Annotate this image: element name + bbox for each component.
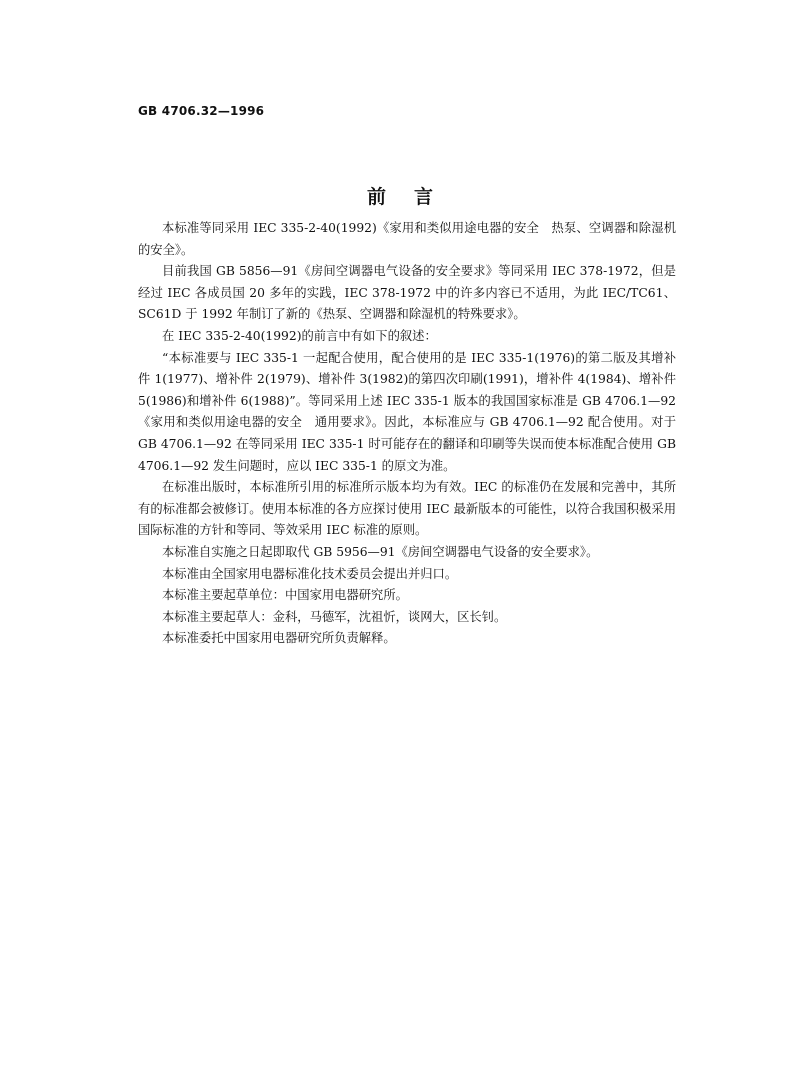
paragraph-8: 本标准主要起草单位：中国家用电器研究所。 [162, 588, 408, 603]
paragraph-9: 本标准主要起草人：金科，马德军，沈祖忻，谈网大，区长钊。 [162, 609, 507, 624]
paragraph-2: 目前我国 GB 5856—91《房间空调器电气设备的安全要求》等同采用 IEC 378-1972，但是经过 IEC 各成员国 20 多年的实践，IEC 378-1972 中的许多内容已不适用，为此 IEC/TC61、SC61D 于 1992 年制订了新的《热泵、空调器和除湿机的特殊要求》。 [138, 264, 676, 322]
paragraph-4: “本标准要与 IEC 335-1 一起配合使用，配合使用的是 IEC 335-1(1976)的第二版及其增补件 1(1977)、增补件 2(1979)、增补件 3(1982)的第四次印刷(1991)，增补件 4(1984)、增补件 5(1986)和增补件 6(1988)”。等同采用上述 IEC 335-1 版本的我国国家标准是 GB 4706.1—92《家用和类似用途电器的安全 通用要求》。因此，本标准应与 GB 4706.1—92 配合使用。对于 GB 4706.1—92 在等同采用 IEC 335-1 时可能存在的翻译和印刷等失误而使本标准配合使用 GB 4706.1—92 发生问题时，应以 IEC 335-1 的原文为准。 [138, 350, 676, 473]
paragraph-10: 本标准委托中国家用电器研究所负责解释。 [162, 631, 396, 646]
paragraph-5: 在标准出版时，本标准所引用的标准所示版本均为有效。IEC 的标准仍在发展和完善中，其所有的标准都会被修订。使用本标准的各方应探讨使用 IEC 最新版本的可能性，以符合我国积极采用国际标准的方针和等同、等效采用 IEC 标准的原则。 [138, 480, 676, 538]
paragraph-6: 本标准自实施之日起即取代 GB 5956—91《房间空调器电气设备的安全要求》。 [162, 544, 599, 559]
paragraph-3: 在 IEC 335-2-40(1992)的前言中有如下的叙述： [162, 328, 437, 343]
section-title: 前言 [366, 186, 461, 208]
paragraph-7: 本标准由全国家用电器标准化技术委员会提出并归口。 [162, 566, 458, 581]
paragraph-1: 本标准等同采用 IEC 335-2-40(1992)《家用和类似用途电器的安全 热泵、空调器和除湿机的安全》。 [138, 221, 676, 257]
foreword-body [138, 218, 676, 650]
standard-code: GB 4706.32—1996 [138, 104, 265, 118]
